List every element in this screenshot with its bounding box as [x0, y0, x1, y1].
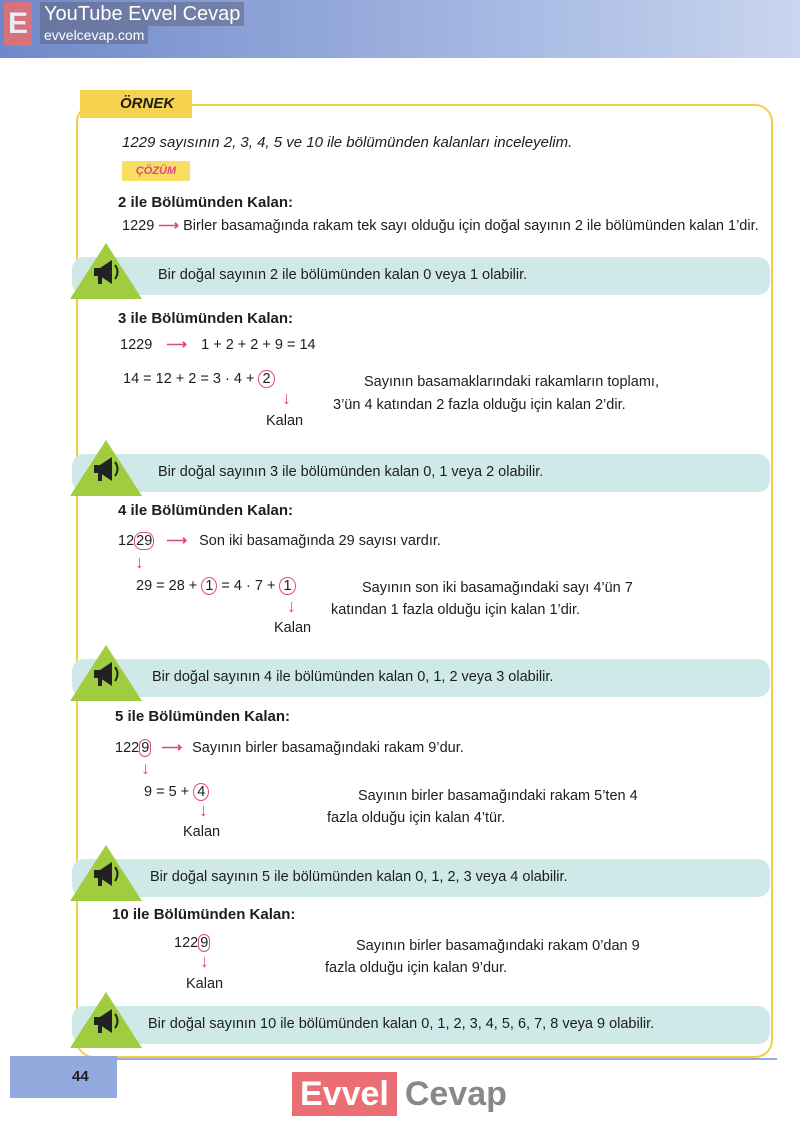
s4-line — [118, 532, 441, 550]
s3-eq-text: 14 = 12 + 2 = 3 · 4 + — [123, 371, 255, 387]
right-arrow-icon: ⟶ — [161, 740, 183, 756]
s4-eq-b: = 4 · 7 + — [221, 578, 276, 594]
s3-expl-2: 3’ün 4 katından 2 fazla olduğu için kalan 2’dir. — [333, 397, 626, 413]
logo-part-a: Evvel — [292, 1072, 397, 1116]
info-band-10 — [72, 1006, 770, 1044]
megaphone-icon — [89, 657, 123, 691]
footer-band — [10, 1056, 117, 1098]
right-arrow-icon: ⟶ — [166, 533, 188, 549]
info-text-5: Bir doğal sayının 5 ile bölümünden kalan 0, 1, 2, 3 veya 4 olabilir. — [150, 869, 568, 885]
section-title-10: 10 ile Bölümünden Kalan: — [112, 906, 296, 923]
s10-expl-1: Sayının birler basamağındaki rakam 0’dan 9 — [356, 938, 640, 954]
info-band-2 — [72, 257, 770, 295]
example-tag: ÖRNEK — [80, 90, 192, 118]
s5-expl-1: Sayının birler basamağındaki rakam 5’ten 4 — [358, 788, 638, 804]
s2-line — [122, 218, 759, 234]
footer-logo — [292, 1072, 507, 1116]
s4-expl-2: katından 1 fazla olduğu için kalan 1’dir. — [331, 602, 581, 618]
s4-remainder-2: 1 — [279, 577, 295, 595]
s10-number — [174, 934, 210, 952]
s5-kalan: Kalan — [183, 824, 221, 840]
down-arrow-icon: ↓ — [282, 388, 291, 408]
s3-remainder: 2 — [258, 370, 274, 388]
s3-number: 1229 — [120, 337, 153, 353]
s5-number-b: 9 — [141, 740, 150, 756]
section-title-2: 2 ile Bölümünden Kalan: — [118, 194, 294, 211]
s10-number-b: 9 — [200, 935, 209, 951]
section-title-3: 3 ile Bölümünden Kalan: — [118, 310, 294, 327]
info-text-2: Bir doğal sayının 2 ile bölümünden kalan 0 veya 1 olabilir. — [158, 267, 528, 283]
s10-number-a: 122 — [174, 935, 199, 951]
down-arrow-icon: ↓ — [287, 596, 296, 616]
megaphone-icon — [89, 857, 123, 891]
s4-text: Son iki basamağında 29 sayısı vardır. — [199, 533, 441, 549]
s2-text: Birler basamağında rakam tek sayı olduğu için doğal sayının 2 ile bölümünden kalan 1’dir. — [183, 218, 759, 234]
s4-eq-a: 29 = 28 + — [136, 578, 198, 594]
down-arrow-icon: ↓ — [200, 951, 209, 971]
s5-text: Sayının birler basamağındaki rakam 9’dur. — [192, 740, 464, 756]
brand-logo — [4, 2, 244, 48]
brand-letter: E — [4, 2, 32, 46]
info-band-4 — [72, 659, 770, 697]
s5-line — [115, 739, 464, 757]
s5-number-a: 122 — [115, 740, 140, 756]
right-arrow-icon: ⟶ — [166, 337, 188, 353]
channel-name: YouTube Evvel Cevap — [40, 2, 244, 26]
footer-line — [117, 1058, 777, 1060]
s3-sum: 1 + 2 + 2 + 9 = 14 — [201, 337, 316, 353]
megaphone-icon — [89, 452, 123, 486]
section-title-5: 5 ile Bölümünden Kalan: — [115, 708, 291, 725]
s5-expl-2: fazla olduğu için kalan 4’tür. — [327, 810, 506, 826]
down-arrow-icon: ↓ — [135, 552, 144, 572]
info-band-3 — [72, 454, 770, 492]
solution-tag: ÇÖZÜM — [122, 161, 190, 181]
logo-part-b: Cevap — [404, 1075, 507, 1113]
info-text-4: Bir doğal sayının 4 ile bölümünden kalan 0, 1, 2 veya 3 olabilir. — [152, 669, 554, 685]
s5-equation — [144, 783, 209, 801]
info-text-10: Bir doğal sayının 10 ile bölümünden kalan 0, 1, 2, 3, 4, 5, 6, 7, 8 veya 9 olabilir. — [148, 1016, 655, 1032]
page-number: 44 — [72, 1068, 89, 1085]
s4-kalan: Kalan — [274, 620, 312, 636]
site-url[interactable]: evvelcevap.com — [40, 26, 148, 44]
down-arrow-icon: ↓ — [199, 800, 208, 820]
megaphone-icon — [89, 255, 123, 289]
s4-number-a: 12 — [118, 533, 135, 549]
info-text-3: Bir doğal sayının 3 ile bölümünden kalan 0, 1 veya 2 olabilir. — [158, 464, 544, 480]
s4-number-b: 29 — [136, 533, 153, 549]
s3-equation — [123, 370, 275, 388]
s3-line — [120, 337, 316, 353]
s5-eq-text: 9 = 5 + — [144, 784, 190, 800]
down-arrow-icon: ↓ — [141, 758, 150, 778]
s3-kalan: Kalan — [266, 413, 304, 429]
s2-number: 1229 — [122, 218, 155, 234]
s4-equation — [136, 577, 296, 595]
s4-expl-1: Sayının son iki basamağındaki sayı 4’ün 7 — [362, 580, 633, 596]
megaphone-icon — [89, 1004, 123, 1038]
example-intro: 1229 sayısının 2, 3, 4, 5 ve 10 ile bölümünden kalanları inceleyelim. — [122, 134, 573, 151]
s10-kalan: Kalan — [186, 976, 224, 992]
info-band-5 — [72, 859, 770, 897]
s5-remainder: 4 — [193, 783, 209, 801]
right-arrow-icon: ⟶ — [158, 218, 180, 234]
section-title-4: 4 ile Bölümünden Kalan: — [118, 502, 294, 519]
s10-expl-2: fazla olduğu için kalan 9’dur. — [325, 960, 508, 976]
s3-expl-1: Sayının basamaklarındaki rakamların toplamı, — [364, 374, 659, 390]
s4-remainder-1: 1 — [201, 577, 217, 595]
